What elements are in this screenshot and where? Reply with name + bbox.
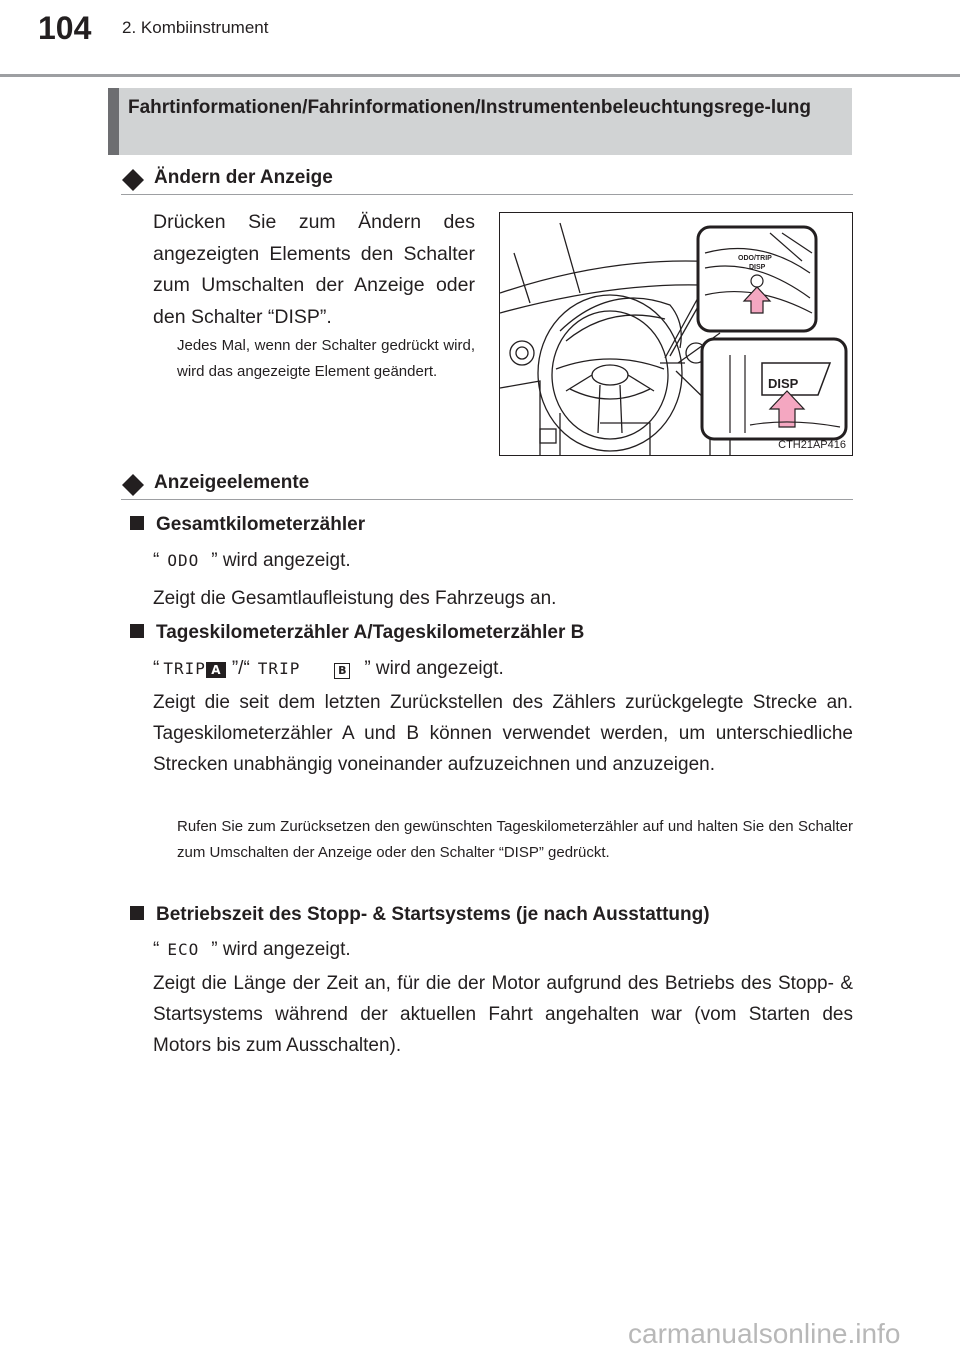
disp-button-label: DISP <box>768 376 799 391</box>
separator-text: ”/“ <box>231 658 250 679</box>
trip-note: Rufen Sie zum Zurücksetzen den gewünschten Tageskilometerzähler auf und halten Sie den Schalter zum Umschalten der Anzeige oder den Schalter “DISP” gedrückt. <box>177 818 853 861</box>
change-display-body: Drücken Sie zum Ändern des angezeigten Elements den Schalter zum Umschalten der Anzeige oder den Schalter “DISP”. <box>153 211 475 328</box>
odometer-symbol-line <box>153 548 351 574</box>
disp-small-label: DISP <box>749 264 766 271</box>
illustration-code: CTH21AP416 <box>778 439 846 451</box>
subheading-display-items-text: Anzeigeelemente <box>154 472 310 493</box>
steering-wheel-illustration <box>499 212 853 456</box>
section-title: Fahrtinformationen/Fahrinformationen/Instrumentenbeleuchtungsrege-lung <box>128 97 811 118</box>
odo-symbol: ODO <box>167 551 200 570</box>
header-rule <box>0 74 960 77</box>
eco-symbol: ECO <box>167 940 200 959</box>
odometer-description: Zeigt die Gesamtlaufleistung des Fahrzeugs an. <box>153 588 557 609</box>
subheading-change-display <box>121 164 853 195</box>
odo-trip-label: ODO/TRIP <box>738 255 772 262</box>
square-bullet-icon <box>130 906 144 920</box>
trip-a-badge: A <box>206 662 226 678</box>
chapter-title: 2. Kombiinstrument <box>122 18 269 37</box>
suffix-text: ” wird angezeigt. <box>211 550 351 571</box>
trip-b-badge: B <box>334 663 350 679</box>
trip-a-symbol: TRIP <box>163 659 206 678</box>
change-display-note: Jedes Mal, wenn der Schalter gedrückt wird, wird das angezeigte Element geändert. <box>177 337 475 380</box>
diamond-bullet-icon <box>121 168 145 192</box>
item-odometer-heading <box>130 512 365 538</box>
section-title-box <box>108 88 852 155</box>
dashboard-drawing <box>500 213 853 456</box>
page-number: 104 <box>38 10 92 46</box>
item-trip-title: Tageskilometerzähler A/Tageskilometerzähler B <box>156 622 585 643</box>
diamond-bullet-icon <box>121 473 145 497</box>
open-quote: “ <box>153 658 160 679</box>
stop-start-description: Zeigt die Länge der Zeit an, für die der Motor aufgrund des Betriebs des Stopp- & Startsystems während der aktuellen Fahrt angehalten war (vom Starten des Motors bis zum Ausschalten). <box>153 973 853 1056</box>
trip-description: Zeigt die seit dem letzten Zurückstellen des Zählers zurückgelegte Strecke an. Tageskilometerzähler A und B können verwendet werden, um unterschiedliche Strecken unabhängig voneinander aufzuzeichnen und anzuzeigen. <box>153 692 853 775</box>
subheading-display-items <box>121 469 853 500</box>
open-quote: “ <box>153 939 160 960</box>
square-bullet-icon <box>130 516 144 530</box>
open-quote: “ <box>153 550 160 571</box>
stop-start-symbol-line <box>153 937 351 963</box>
section-title-bar <box>108 88 119 155</box>
trip-symbol-line <box>153 656 504 682</box>
item-stop-start-heading <box>130 902 710 928</box>
item-trip-heading <box>130 620 584 646</box>
subheading-change-display-text: Ändern der Anzeige <box>154 167 333 188</box>
watermark: carmanualsonline.info <box>628 1318 901 1349</box>
item-odometer-title: Gesamtkilometerzähler <box>156 514 366 535</box>
trip-b-symbol: TRIP <box>257 659 301 678</box>
suffix-text: ” wird angezeigt. <box>364 658 504 679</box>
square-bullet-icon <box>130 624 144 638</box>
suffix-text: ” wird angezeigt. <box>211 939 351 960</box>
item-stop-start-title: Betriebszeit des Stopp- & Startsystems (je nach Ausstattung) <box>156 904 710 925</box>
